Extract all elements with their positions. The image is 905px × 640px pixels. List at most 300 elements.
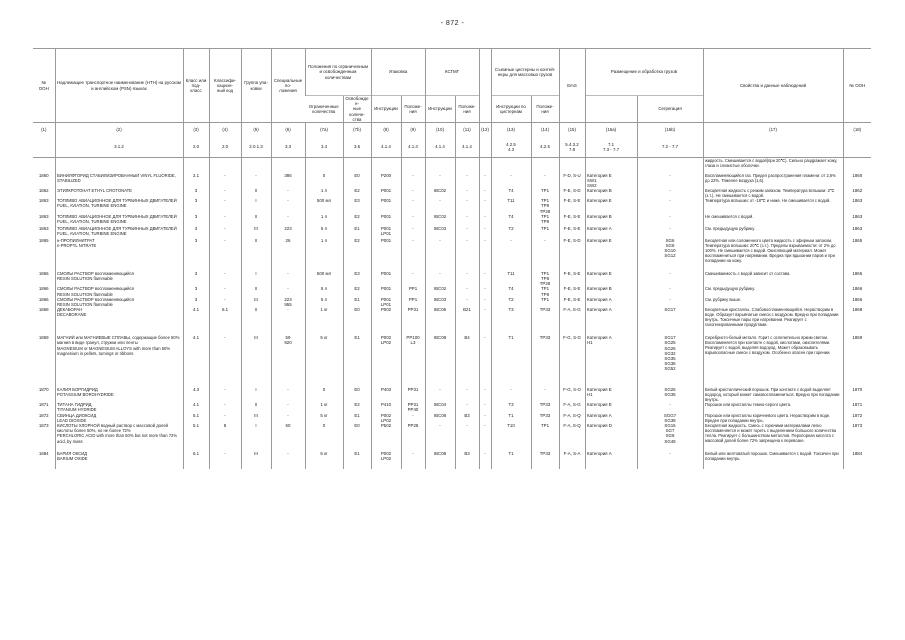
cell-ems: F-E, S-E: [559, 226, 585, 238]
cell-tank-special: -: [531, 238, 559, 271]
cell-ibc-instr: IBC03: [425, 226, 455, 238]
cell-tank-instr: -: [491, 173, 531, 189]
cell-segregation: -: [637, 173, 703, 189]
cell-un-no: 1884: [38, 450, 49, 456]
cell-class: 3: [183, 188, 209, 198]
cell-properties: См. рубрику выше.: [703, 297, 843, 307]
col-limited-qty: Ограниченные количества: [305, 96, 343, 123]
cell-tank-special: TP1 TP8 TP28: [531, 198, 559, 214]
cell-properties: Бесцветная жидкость с резким запахом. Температура вспышки: 2℃ (з.т.). Не смешивается с водой.: [703, 188, 843, 198]
cell-name: ДЕКАБОРАН DECABORANE: [55, 307, 183, 335]
cell-tank-instr: T10: [491, 423, 531, 451]
cell-properties: Белый или желтоватый порошок. Смешивается с водой. Токсичен при попадании внутрь.: [703, 451, 843, 469]
column-reference: 5.4.3.2 7.8: [559, 137, 585, 158]
cell-tank-special: TP33: [531, 451, 559, 469]
cell-ibc-special: -: [455, 226, 479, 238]
cell-pack-instr: P502: [371, 423, 401, 451]
cell-properties: См. предыдущую рубрику.: [703, 286, 843, 296]
cell-properties: Бесцветная или соломенного цвета жидкость с эфирным запахом. Температура вспышки: 20℃ (з.т.). Пределы взрываемости: от 2% до 100%. Не смешивается с водой. Окисляющий материал. Может воспламениться при нагревании. Вредна при вдыхании паров и при попадании на кожу.: [703, 238, 843, 271]
cell-special-provisions: [271, 158, 305, 171]
table-row: [33, 451, 871, 469]
cell-ibc-special: -: [455, 271, 479, 287]
cell-properties: Порошок или кристаллы темно-серого цвета.: [703, 402, 843, 412]
cell-pack-instr: P002: [371, 307, 401, 335]
cell-tank-instr: T4: [491, 286, 531, 296]
cell-special-provisions: 59 920: [271, 335, 305, 387]
col-stowage: [585, 96, 637, 123]
cell-properties: Белый кристаллический порошок. При контакте с водой выделяет водород, который может самовоспламениться. Вредно при попадании внутрь.: [703, 387, 843, 402]
cell-excepted-qty: E2: [343, 286, 371, 296]
column-number: (2): [55, 123, 183, 138]
cell-class: 4.3: [183, 387, 209, 402]
cell-class: 5.1: [183, 423, 209, 451]
cell-properties: Порошок или кристаллы коричневого цвета. Нерастворим в воде. Вреден при попадании внутрь.: [703, 413, 843, 423]
cell-tank-instr: T4: [491, 214, 531, 226]
cell-un-no: 1863: [38, 225, 49, 231]
cell-ems: F-E, S-E: [559, 198, 585, 214]
cell-pack-special: PP31: [401, 307, 425, 335]
cell-ibc-special: -: [455, 286, 479, 296]
cell-limited-qty: 1 л: [305, 188, 343, 198]
cell-ems: F-A, S-Q: [559, 423, 585, 451]
column-number: (5): [241, 123, 271, 138]
cell-classification-code: -: [209, 286, 241, 296]
cell-ibc-special: -: [455, 214, 479, 226]
cell-ems: F-E, S-E: [559, 271, 585, 287]
cell-stowage: Категория A: [585, 451, 637, 469]
cell-blank: -: [479, 271, 491, 287]
cell-packing-group: III: [241, 335, 271, 387]
cell-packing-group: III: [241, 413, 271, 423]
cell-special-provisions: -: [271, 402, 305, 412]
cell-ibc-instr: IBC04: [425, 402, 455, 412]
column-number: (4): [209, 123, 241, 138]
col-segregation: Сегрегация: [637, 96, 703, 123]
cell-tank-special: -: [531, 387, 559, 402]
cell-class: 4.1: [183, 402, 209, 412]
col-ems: EmS: [559, 49, 585, 123]
cell-un-no-right: 1865: [843, 238, 871, 271]
cell-packing-group: I: [241, 423, 271, 451]
cell-ems: F-E, S-E: [559, 297, 585, 307]
cell-pack-instr: P410: [371, 402, 401, 412]
cell-stowage: Категория E SW1 SW2: [585, 173, 637, 189]
cell-limited-qty: [305, 158, 343, 171]
cell-special-provisions: -: [271, 387, 305, 402]
cell-ibc-instr: IBC02: [425, 286, 455, 296]
cell-ibc-instr: -: [425, 198, 455, 214]
cell-classification-code: -: [209, 271, 241, 287]
table-row: [33, 387, 871, 402]
cell-stowage: Категория B: [585, 214, 637, 226]
page-number: - 872 -: [440, 20, 465, 27]
cell-blank: -: [479, 387, 491, 402]
cell-pack-special: [401, 158, 425, 171]
cell-class: [183, 158, 209, 171]
cell-classification-code: -: [209, 198, 241, 214]
table-row: [33, 271, 871, 287]
cell-ibc-instr: -: [425, 238, 455, 271]
cell-stowage: Категория A: [585, 297, 637, 307]
cell-pack-special: PP31: [401, 387, 425, 402]
cell-limited-qty: 5 л: [305, 286, 343, 296]
column-number: (1): [33, 123, 55, 138]
cell-ibc-special: -: [455, 402, 479, 412]
col-blank: [479, 49, 491, 123]
cell-tank-instr: T3: [491, 307, 531, 335]
column-reference: 7.2 - 7.7: [637, 137, 703, 158]
cell-pack-instr: P403: [371, 387, 401, 402]
cell-tank-special: TP1 TP8: [531, 286, 559, 296]
cell-ems: F-D, S-U: [559, 173, 585, 189]
cell-stowage: Категория A: [585, 307, 637, 335]
cell-limited-qty: 5 кг: [305, 335, 343, 387]
column-number: (9): [401, 123, 425, 138]
cell-excepted-qty: E0: [343, 307, 371, 335]
cell-classification-code: -: [209, 335, 241, 387]
cell-un-no-right: 1873: [843, 423, 871, 451]
cell-class: 3: [183, 271, 209, 287]
cell-ibc-special: B3: [455, 451, 479, 469]
cell-un-no-right: 1860: [843, 173, 871, 189]
cell-pack-special: -: [401, 451, 425, 469]
cell-un-no-right: 1869: [843, 335, 871, 387]
cell-excepted-qty: E0: [343, 173, 371, 189]
column-number: (10): [425, 123, 455, 138]
cell-limited-qty: 0: [305, 387, 343, 402]
column-reference: 4.2.5: [531, 137, 559, 158]
cell-ibc-special: -: [455, 387, 479, 402]
cell-un-no: 1860: [38, 172, 49, 178]
cell-un-no-right: 1868: [843, 307, 871, 335]
col-pack-special: Положе- ния: [401, 96, 425, 123]
cell-packing-group: II: [241, 307, 271, 335]
cell-classification-code: -: [209, 413, 241, 423]
cell-name: СМОЛЫ РАСТВОР воспламеняющийся RESIN SOLUTION flammable: [55, 286, 183, 296]
col-packing-group: Группа упа- ковки: [241, 49, 271, 123]
cell-name: КИСЛОТЫ ХЛОРНОЙ водный раствор с массовой долей кислоты более 50%, но не более 72% PERCHLORIC ACID with more than 50% but not more than 72% acid, by mass: [55, 423, 183, 451]
cell-stowage: Категория E: [585, 271, 637, 287]
cell-classification-code: 6.1: [209, 307, 241, 335]
cell-class: 4.1: [183, 335, 209, 387]
cell-segregation: SG6 SG8 SG10 SG12: [637, 238, 703, 271]
cell-segregation: [637, 158, 703, 171]
column-reference: 4.1.4: [371, 137, 401, 158]
table-row: [33, 226, 871, 238]
cell-packing-group: III: [241, 297, 271, 307]
cell-special-provisions: -: [271, 198, 305, 214]
cell-limited-qty: 1 кг: [305, 402, 343, 412]
cell-ems: F-G, S-G: [559, 335, 585, 387]
cell-packing-group: III: [241, 226, 271, 238]
cell-ibc-special: B3: [455, 413, 479, 423]
cell-pack-instr: P001: [371, 271, 401, 287]
cell-pack-special: -: [401, 238, 425, 271]
column-number: (3): [183, 123, 209, 138]
cell-ibc-special: -: [455, 188, 479, 198]
cell-stowage: Категория E: [585, 198, 637, 214]
cell-ems: F-A, S-G: [559, 307, 585, 335]
table-row: [33, 286, 871, 296]
cell-segregation: SGG7 SG38: [637, 413, 703, 423]
cell-tank-instr: T1: [491, 335, 531, 387]
cell-tank-instr: [491, 158, 531, 171]
cell-properties: Смешиваемость с водой зависит от состава.: [703, 271, 843, 287]
cell-excepted-qty: E1: [343, 297, 371, 307]
cell-un-no: 1863: [38, 213, 49, 219]
cell-segregation: SG26 SG35: [637, 387, 703, 402]
column-reference: 2.0.1.3: [241, 137, 271, 158]
cell-excepted-qty: [343, 158, 371, 171]
cell-classification-code: -: [209, 173, 241, 189]
cell-pack-instr: P002 LP02: [371, 335, 401, 387]
cell-classification-code: 8: [209, 423, 241, 451]
cell-limited-qty: 1 л: [305, 238, 343, 271]
cell-tank-instr: T1: [491, 413, 531, 423]
column-reference: 4.1.4: [425, 137, 455, 158]
cell-tank-special: TP1: [531, 188, 559, 198]
cell-pack-instr: P002 LP02: [371, 451, 401, 469]
cell-pack-special: -: [401, 188, 425, 198]
cell-packing-group: II: [241, 188, 271, 198]
cell-un-no-right: 1872: [843, 413, 871, 423]
cell-limited-qty: 5 кг: [305, 413, 343, 423]
cell-un-no: 1865: [38, 237, 49, 243]
column-number: (7a): [305, 123, 343, 138]
cell-ibc-instr: IBC02: [425, 188, 455, 198]
cell-segregation: -: [637, 297, 703, 307]
cell-tank-special: TP1: [531, 423, 559, 451]
cell-ems: [559, 158, 585, 171]
table-row: [33, 307, 871, 335]
column-number: (7b): [343, 123, 371, 138]
cell-properties: Температура вспышки: от -18℃ и ниже. Не смешивается с водой.: [703, 198, 843, 214]
cell-class: 3: [183, 226, 209, 238]
table-row: [33, 188, 871, 198]
cell-blank: -: [479, 423, 491, 451]
cell-ibc-instr: -: [425, 271, 455, 287]
cell-name: БАРИЯ ОКСИД BARIUM OXIDE: [55, 451, 183, 469]
cell-packing-group: III: [241, 451, 271, 469]
cell-limited-qty: 1 кг: [305, 307, 343, 335]
cell-name: ТОПЛИВО АВИАЦИОННОЕ ДЛЯ ТУРБИННЫХ ДВИГАТЕЛЕЙ FUEL, AVIATION, TURBINE ENGINE: [55, 198, 183, 214]
cell-stowage: [585, 158, 637, 171]
cell-classification-code: -: [209, 238, 241, 271]
cell-ibc-special: -: [455, 173, 479, 189]
cell-pack-instr: P001: [371, 188, 401, 198]
header-row: [33, 49, 871, 96]
cell-blank: -: [479, 451, 491, 469]
cell-stowage: Категория E H1: [585, 387, 637, 402]
cell-blank: -: [479, 173, 491, 189]
cell-properties: Бесцветные кристаллы. Слабовоспламеняющийся. Нерастворим в воде. Образует взрывчатые смеси с воздухом. Вредно при попадании внутрь. Токсичные пары при нагревании. Реагирует с галогенированными продуктами.: [703, 307, 843, 335]
cell-pack-special: PP1: [401, 297, 425, 307]
col-class: Класс или под- класс: [183, 49, 209, 123]
cell-segregation: -: [637, 226, 703, 238]
cell-ems: F-A, S-Q: [559, 413, 585, 423]
cell-special-provisions: 60: [271, 423, 305, 451]
cell-class: 3: [183, 198, 209, 214]
cell-classification-code: -: [209, 451, 241, 469]
cell-un-no-right: 1866: [843, 297, 871, 307]
cell-special-provisions: -: [271, 307, 305, 335]
cell-excepted-qty: E3: [343, 271, 371, 287]
column-number: (15): [559, 123, 585, 138]
cell-packing-group: II: [241, 286, 271, 296]
cell-tank-special: TP33: [531, 335, 559, 387]
cell-tank-instr: -: [491, 387, 531, 402]
column-reference: [843, 137, 871, 158]
cell-segregation: -: [637, 198, 703, 214]
column-number: (13): [491, 123, 531, 138]
cell-un-no-right: [843, 158, 871, 171]
cell-limited-qty: 1 л: [305, 214, 343, 226]
cell-ibc-instr: IBC08: [425, 413, 455, 423]
cell-un-no-right: 1884: [843, 451, 871, 469]
cell-blank: -: [479, 413, 491, 423]
cell-excepted-qty: E1: [343, 413, 371, 423]
table-row: [33, 297, 871, 307]
table-row: [33, 238, 871, 271]
cell-pack-instr: P001: [371, 214, 401, 226]
cell-segregation: SG17: [637, 307, 703, 335]
cell-classification-code: -: [209, 188, 241, 198]
cell-blank: -: [479, 238, 491, 271]
cell-name: ВИНИЛФТОРИД СТАБИЛИЗИРОВАННЫЙ VINYL FLUORIDE, STABILIZED: [55, 173, 183, 189]
col-classification-code: Классифи- кацион- ный код: [209, 49, 241, 123]
cell-special-provisions: -: [271, 286, 305, 296]
cell-tank-special: [531, 158, 559, 171]
cell-classification-code: -: [209, 226, 241, 238]
cell-name: МАГНИЙ или МАГНИЕВЫЕ СПЛАВЫ, содержащие более 50% магния в виде гранул, стружки или ленты MAGNESIUM or MAGNESIUM ALLOYS with more than 50% magnesium in pellets, turnings or ribbons: [55, 335, 183, 387]
cell-un-no: 1863: [38, 198, 49, 204]
cell-tank-special: TP1 TP8: [531, 214, 559, 226]
cell-packing-group: [241, 158, 271, 171]
col-stowage-header: Размещение и обработка грузов: [585, 49, 703, 96]
column-reference: 3.1.2: [55, 137, 183, 158]
cell-excepted-qty: E2: [343, 402, 371, 412]
column-number: (16a): [585, 123, 637, 138]
col-properties: Свойства и данные наблюдений: [703, 49, 843, 123]
cell-ibc-special: B21: [455, 307, 479, 335]
cell-segregation: -: [637, 271, 703, 287]
table-row: [33, 413, 871, 423]
col-un-no-right: № ООН: [843, 49, 871, 123]
cell-un-no: [33, 158, 55, 171]
cell-name: ТОПЛИВО АВИАЦИОННОЕ ДЛЯ ТУРБИННЫХ ДВИГАТЕЛЕЙ FUEL, AVIATION, TURBINE ENGINE: [55, 226, 183, 238]
table-row: [33, 158, 871, 171]
cell-ibc-instr: IBC08: [425, 451, 455, 469]
cell-limited-qty: 0: [305, 423, 343, 451]
column-number: (12): [479, 123, 491, 138]
cell-properties: Серебристо-белый металл. Горит с ослепительно ярким светом. Воспламеняется при контакте с водой, кислотами, окислителями. Реагирует с водой, выделяя водород. Может образовывать взрывоопасные смеси с воздухом. Особенно опасен при горении.: [703, 335, 843, 387]
col-name: Надлежащее транспортное наименование (НТН) на русском и английском (PSN) языках: [55, 49, 183, 123]
column-number: (14): [531, 123, 559, 138]
cell-pack-special: -: [401, 413, 425, 423]
cell-tank-instr: T3: [491, 402, 531, 412]
col-packaging-header: Упаковка: [371, 49, 425, 96]
cell-name: ТИТАНА ГИДРИД TITANIUM HYDRIDE: [55, 402, 183, 412]
cell-properties: Воспламеняющийся газ. Предел распространения пламени: от 2,6% до 22%. Тяжелее воздуха (1,6).: [703, 173, 843, 189]
cell-class: 2.1: [183, 173, 209, 189]
cell-ems: F-E, S-E: [559, 214, 585, 226]
cell-ibc-special: -: [455, 423, 479, 451]
cell-properties: Не смешивается с водой.: [703, 214, 843, 226]
cell-limited-qty: 5 л: [305, 297, 343, 307]
cell-stowage: Категория E: [585, 402, 637, 412]
table-row: [33, 423, 871, 451]
cell-pack-special: -: [401, 198, 425, 214]
cell-ems: F-G, S-O: [559, 387, 585, 402]
col-tank-header: Съемные цистерны и контей- неры для массовых грузов: [491, 49, 559, 96]
cell-class: 3: [183, 238, 209, 271]
cell-ibc-instr: IBC06: [425, 307, 455, 335]
cell-tank-instr: T4: [491, 188, 531, 198]
column-reference: [703, 137, 843, 158]
col-tank-instr: Инструкции по цистернам: [491, 96, 531, 123]
cell-packing-group: I: [241, 271, 271, 287]
cell-name: [55, 158, 183, 171]
cell-ibc-instr: -: [425, 173, 455, 189]
cell-properties: жидкость. Смешивается с водой(при 20℃). Сильно раздражает кожу, глаза и слизистые оболочки.: [703, 158, 843, 171]
cell-blank: -: [479, 402, 491, 412]
cell-segregation: -: [637, 214, 703, 226]
cell-pack-instr: P001 LP01: [371, 226, 401, 238]
cell-un-no-right: 1862: [843, 188, 871, 198]
cell-tank-instr: T1: [491, 451, 531, 469]
cell-ems: F-A, S-A: [559, 451, 585, 469]
column-reference: 2.0: [183, 137, 209, 158]
cell-limited-qty: 0: [305, 173, 343, 189]
cell-pack-instr: P001: [371, 286, 401, 296]
cell-un-no: 1862: [38, 188, 49, 194]
column-number: (6): [271, 123, 305, 138]
cell-tank-special: TP33: [531, 402, 559, 412]
column-reference: 4.1.4: [455, 137, 479, 158]
cell-stowage: Категория A H1: [585, 335, 637, 387]
cell-pack-special: -: [401, 226, 425, 238]
cell-un-no-right: 1866: [843, 286, 871, 296]
cell-excepted-qty: E1: [343, 335, 371, 387]
cell-stowage: Категория E: [585, 238, 637, 271]
column-number: (8): [371, 123, 401, 138]
cell-pack-instr: P002 LP02: [371, 413, 401, 423]
cell-ibc-instr: -: [425, 423, 455, 451]
cell-excepted-qty: E0: [343, 423, 371, 451]
cell-ibc-instr: -: [425, 387, 455, 402]
cell-excepted-qty: E0: [343, 387, 371, 402]
cell-classification-code: -: [209, 387, 241, 402]
cell-excepted-qty: E3: [343, 198, 371, 214]
cell-limited-qty: 500 мл: [305, 271, 343, 287]
dangerous-goods-table: [33, 48, 871, 469]
cell-excepted-qty: E2: [343, 238, 371, 271]
cell-packing-group: -: [241, 173, 271, 189]
cell-pack-special: -: [401, 214, 425, 226]
cell-classification-code: -: [209, 402, 241, 412]
cell-pack-special: -: [401, 271, 425, 287]
column-reference-row: [33, 137, 871, 158]
cell-ems: F-E, S-D: [559, 188, 585, 198]
cell-properties: См. предыдущую рубрику.: [703, 226, 843, 238]
cell-limited-qty: 500 мл: [305, 198, 343, 214]
cell-classification-code: [209, 158, 241, 171]
column-reference: 7.1 7.3 - 7.7: [585, 137, 637, 158]
cell-ems: F-A, S-G: [559, 402, 585, 412]
table-body: [33, 158, 871, 469]
cell-packing-group: II: [241, 214, 271, 226]
table-row: [33, 198, 871, 214]
